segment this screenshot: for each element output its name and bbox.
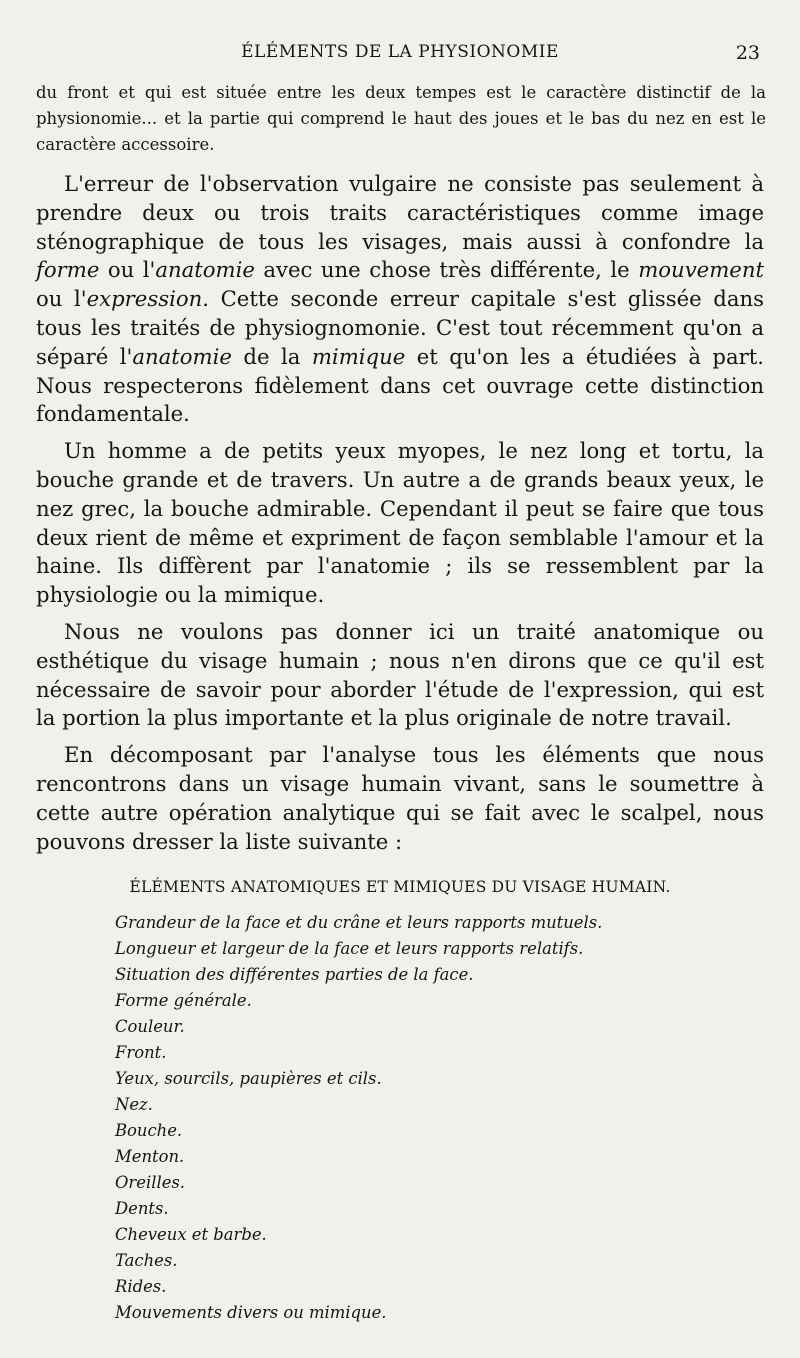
list-item: Taches. <box>115 1251 178 1270</box>
paragraph-traite-anatomique: Nous ne voulons pas donner ici un traité anatomique ou esthétique du visage humain ; nous n'en dirons que ce qu'il est nécessaire de savoir pour aborder l'étude de l'expression, qui est la portion la plus importante et la plus originale de notre travail. <box>36 618 764 731</box>
list-item: Grandeur de la face et du crâne et leurs rapports mutuels. <box>115 913 603 932</box>
emphasis-forme: forme <box>36 257 100 283</box>
page-number: 23 <box>735 42 760 64</box>
text-segment: ou l' <box>99 257 156 283</box>
text-segment: L'erreur de l'observation vulgaire ne consiste pas seulement à prendre deux ou trois traits caractéristiques comme image sténographique de tous les visages, mais aussi à confondre la <box>36 171 764 254</box>
text-segment: avec une chose très différente, le <box>254 257 639 283</box>
text-segment: de la <box>231 343 312 369</box>
list-item: Nez. <box>115 1095 153 1114</box>
emphasis-expression: expression <box>86 286 203 312</box>
paragraph-liste-suivante: En décomposant par l'analyse tous les éléments que nous rencontrons dans un visage humain vivant, sans le soumettre à cette autre opération analytique qui se fait avec le scalpel, nous pouvons dresser la liste suivante : <box>36 742 764 854</box>
running-head <box>0 42 800 68</box>
list-item: Menton. <box>115 1147 185 1166</box>
list-item: Oreilles. <box>115 1173 186 1192</box>
section-heading: ÉLÉMENTS ANATOMIQUES ET MIMIQUES DU VISAGE HUMAIN. <box>129 878 671 896</box>
elements-list <box>115 910 755 1326</box>
list-item: Longueur et largeur de la face et leurs rapports relatifs. <box>115 939 584 958</box>
emphasis-mouvement: mouvement <box>638 257 764 283</box>
list-item: Bouche. <box>115 1121 183 1140</box>
running-title: ÉLÉMENTS DE LA PHYSIONOMIE <box>241 42 559 62</box>
list-item: Dents. <box>115 1199 169 1218</box>
emphasis-anatomie: anatomie <box>132 343 232 369</box>
list-item: Couleur. <box>115 1017 185 1036</box>
list-item: Rides. <box>115 1277 167 1296</box>
main-text <box>36 170 764 856</box>
text-segment: . Cette seconde erreur capitale s'est glissée dans tous les traités de physiognomonie. C'est tout récemment qu'on a séparé l' <box>36 286 764 369</box>
intro-paragraph: du front et qui est située entre les deux tempes est le caractère distinctif de la physionomie... et la partie qui comprend le haut des joues et le bas du nez en est le caractère accessoire. <box>36 83 766 154</box>
list-item: Forme générale. <box>115 991 252 1010</box>
emphasis-mimique: mimique <box>311 343 406 369</box>
list-item: Situation des différentes parties de la face. <box>115 965 474 984</box>
text-segment: et qu'on les a étudiées à part. Nous respecterons fidèlement dans cet ouvrage cette distinction fondamentale. <box>36 343 765 427</box>
emphasis-anatomie: anatomie <box>155 257 255 283</box>
list-item: Cheveux et barbe. <box>115 1225 267 1244</box>
list-item: Yeux, sourcils, paupières et cils. <box>115 1069 382 1088</box>
text-segment: ou l' <box>36 286 87 312</box>
paragraph-deux-hommes: Un homme a de petits yeux myopes, le nez long et tortu, la bouche grande et de travers. Un autre a de grands beaux yeux, le nez grec, la bouche admirable. Cependant il peut se faire que tous deux rient de même et expriment de façon semblable l'amour et la haine. Ils diffèrent par l'anatomie ; ils se ressemblent par la physiologie ou la mimique. <box>36 438 764 608</box>
list-item: Mouvements divers ou mimique. <box>115 1303 387 1322</box>
paragraph-erreur-observation <box>36 170 764 429</box>
list-item: Front. <box>115 1043 167 1062</box>
